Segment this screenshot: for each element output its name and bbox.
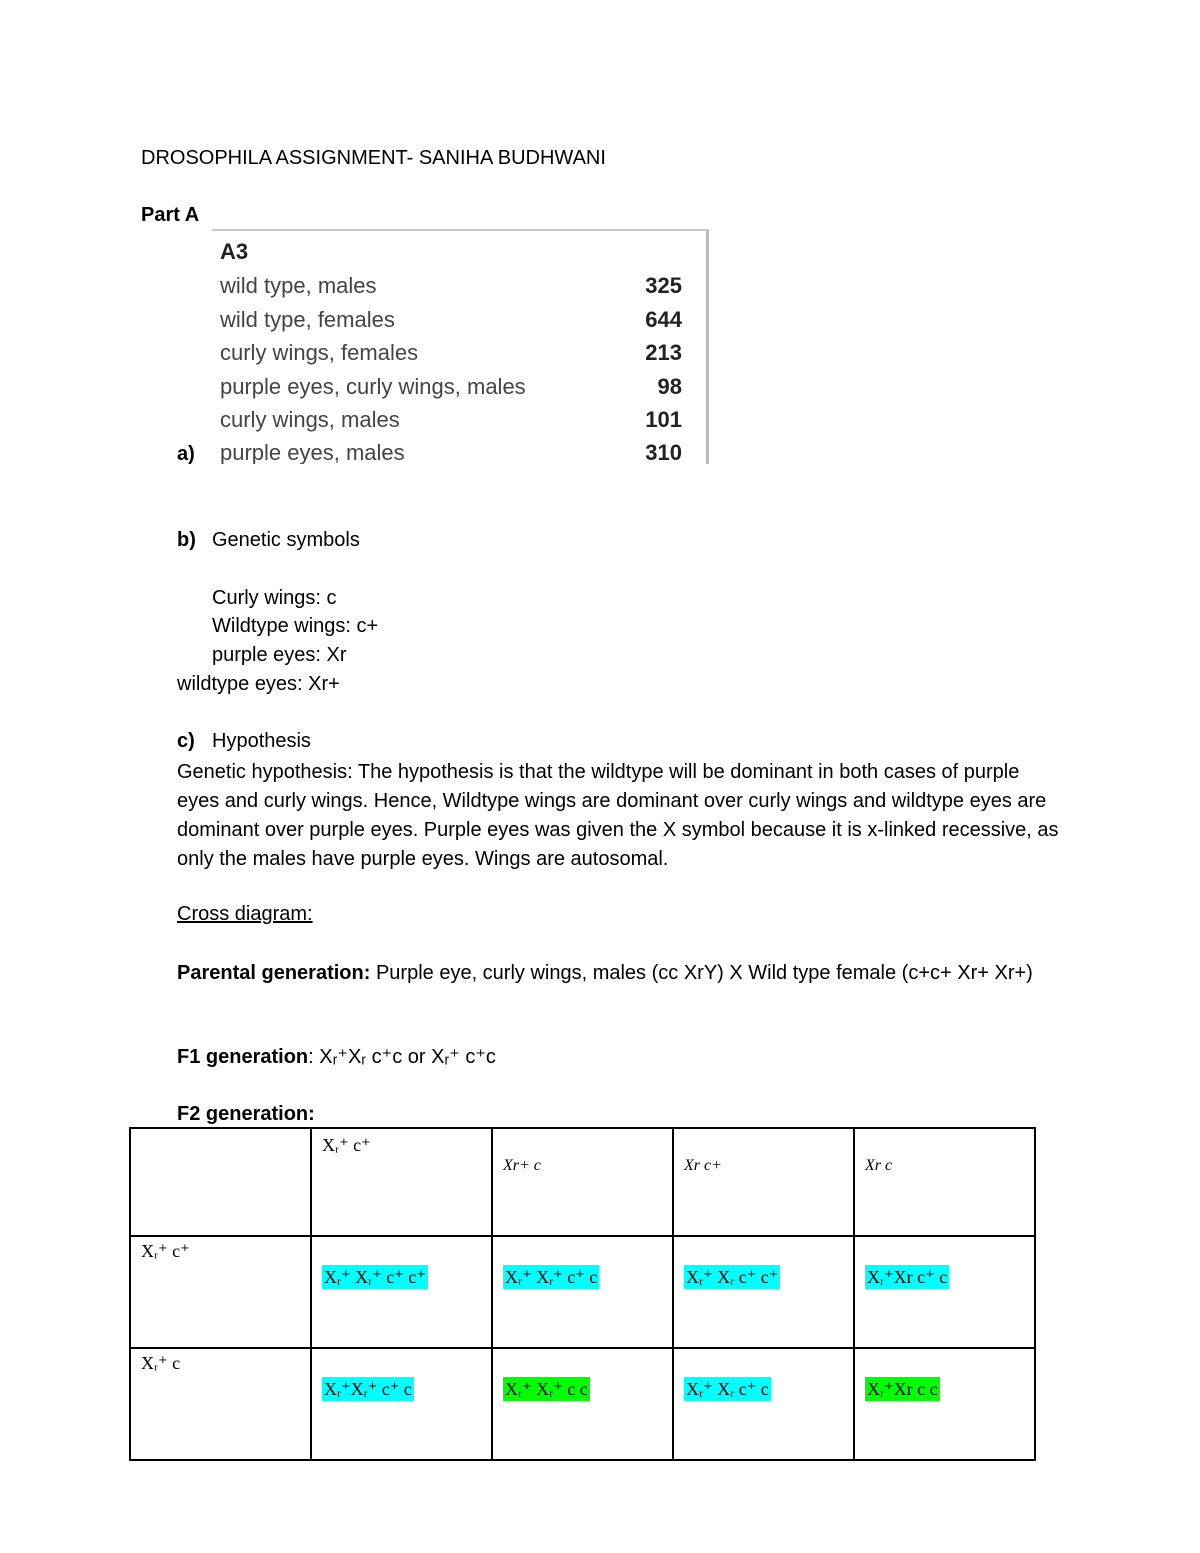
f2-heading: F2 generation: (177, 1103, 315, 1125)
punnett-row-label: Xᵣ⁺ c⁺ (130, 1236, 311, 1348)
genotype-highlight: Xᵣ⁺Xr c⁺ c (867, 1267, 948, 1287)
symbol-line: purple eyes: Xr (212, 644, 347, 666)
a3-row-count: 213 (645, 340, 682, 365)
a3-row (220, 407, 682, 437)
a3-row-count: 98 (657, 374, 682, 399)
punnett-header-cell: Xᵣ⁺ c⁺ (311, 1128, 492, 1236)
a3-row-label: curly wings, females (220, 340, 419, 365)
genotype-highlight: Xᵣ⁺ Xᵣ⁺ c⁺ c⁺ (324, 1267, 426, 1287)
f1-generation (177, 1045, 496, 1069)
item-c-label: c) (177, 730, 195, 752)
punnett-header-cell: Xr c (854, 1128, 1035, 1236)
a3-row-label: purple eyes, curly wings, males (220, 374, 526, 399)
genotype-highlight: Xᵣ⁺Xᵣ⁺ c⁺ c (324, 1379, 412, 1399)
a3-row-count: 101 (645, 407, 682, 432)
parental-label: Parental generation: (177, 962, 371, 984)
symbol-line: wildtype eyes: Xr+ (177, 673, 340, 695)
a3-row-count: 310 (645, 440, 682, 464)
genotype-highlight: Xᵣ⁺Xr c c (867, 1379, 938, 1399)
a3-row (220, 440, 682, 464)
f1-text: : Xᵣ⁺Xᵣ c⁺c or Xᵣ⁺ c⁺c (308, 1046, 496, 1068)
a3-row (220, 307, 682, 337)
hypothesis-paragraph: Genetic hypothesis: The hypothesis is that the wildtype will be dominant in both cases of purple eyes and curly wings. Hence, Wildtype wings are dominant over curly wings and wildtype eyes are dominant over purple eyes. Purple eyes was given the X symbol because it is x-linked recessive, as only the males have purple eyes. Wings are autosomal. (177, 761, 1059, 870)
parental-generation (177, 959, 1057, 988)
f1-label: F1 generation (177, 1046, 309, 1068)
punnett-cell (492, 1236, 673, 1348)
genetic-symbols-heading: Genetic symbols (212, 529, 360, 551)
item-b-label: b) (177, 529, 196, 551)
punnett-cell (311, 1348, 492, 1460)
a3-row-count: 325 (645, 273, 682, 298)
a3-row-count: 644 (645, 307, 682, 332)
cross-diagram-heading: Cross diagram: (177, 903, 313, 925)
genotype-highlight: Xᵣ⁺ Xᵣ⁺ c c (505, 1379, 588, 1399)
punnett-header-row (130, 1128, 1035, 1236)
a3-row-label: purple eyes, males (220, 440, 405, 464)
punnett-header-cell: Xr c+ (673, 1128, 854, 1236)
genotype-highlight: Xᵣ⁺ Xᵣ c⁺ c⁺ (686, 1267, 779, 1287)
parental-text: Purple eye, curly wings, males (cc XrY) X Wild type female (c+c+ Xr+ Xr+) (370, 962, 1033, 984)
a3-row-label: wild type, females (220, 307, 395, 332)
item-a-label: a) (177, 443, 195, 465)
genotype-highlight: Xᵣ⁺ Xᵣ⁺ c⁺ c (505, 1267, 598, 1287)
punnett-cell (311, 1236, 492, 1348)
punnett-cell (854, 1236, 1035, 1348)
part-a-heading: Part A (141, 204, 200, 226)
punnett-corner-cell (130, 1128, 311, 1236)
punnett-cell (673, 1348, 854, 1460)
a3-row (220, 273, 682, 303)
symbol-line: Curly wings: c (212, 587, 337, 609)
punnett-cell (854, 1348, 1035, 1460)
punnett-header-cell: Xr+ c (492, 1128, 673, 1236)
hypothesis-heading: Hypothesis (212, 730, 311, 752)
punnett-square (129, 1127, 1036, 1461)
a3-row-label: curly wings, males (220, 407, 400, 432)
symbol-line: Wildtype wings: c+ (212, 615, 379, 637)
a3-results-table (212, 229, 709, 464)
a3-row (220, 340, 682, 370)
a3-row (220, 374, 682, 404)
document-title: DROSOPHILA ASSIGNMENT- SANIHA BUDHWANI (141, 147, 606, 169)
a3-row-label: wild type, males (220, 273, 377, 298)
punnett-cell (492, 1348, 673, 1460)
a3-table-title: A3 (220, 239, 249, 264)
punnett-row (130, 1236, 1035, 1348)
punnett-row (130, 1348, 1035, 1460)
genotype-highlight: Xᵣ⁺ Xᵣ c⁺ c (686, 1379, 769, 1399)
punnett-row-label: Xᵣ⁺ c (130, 1348, 311, 1460)
punnett-cell (673, 1236, 854, 1348)
